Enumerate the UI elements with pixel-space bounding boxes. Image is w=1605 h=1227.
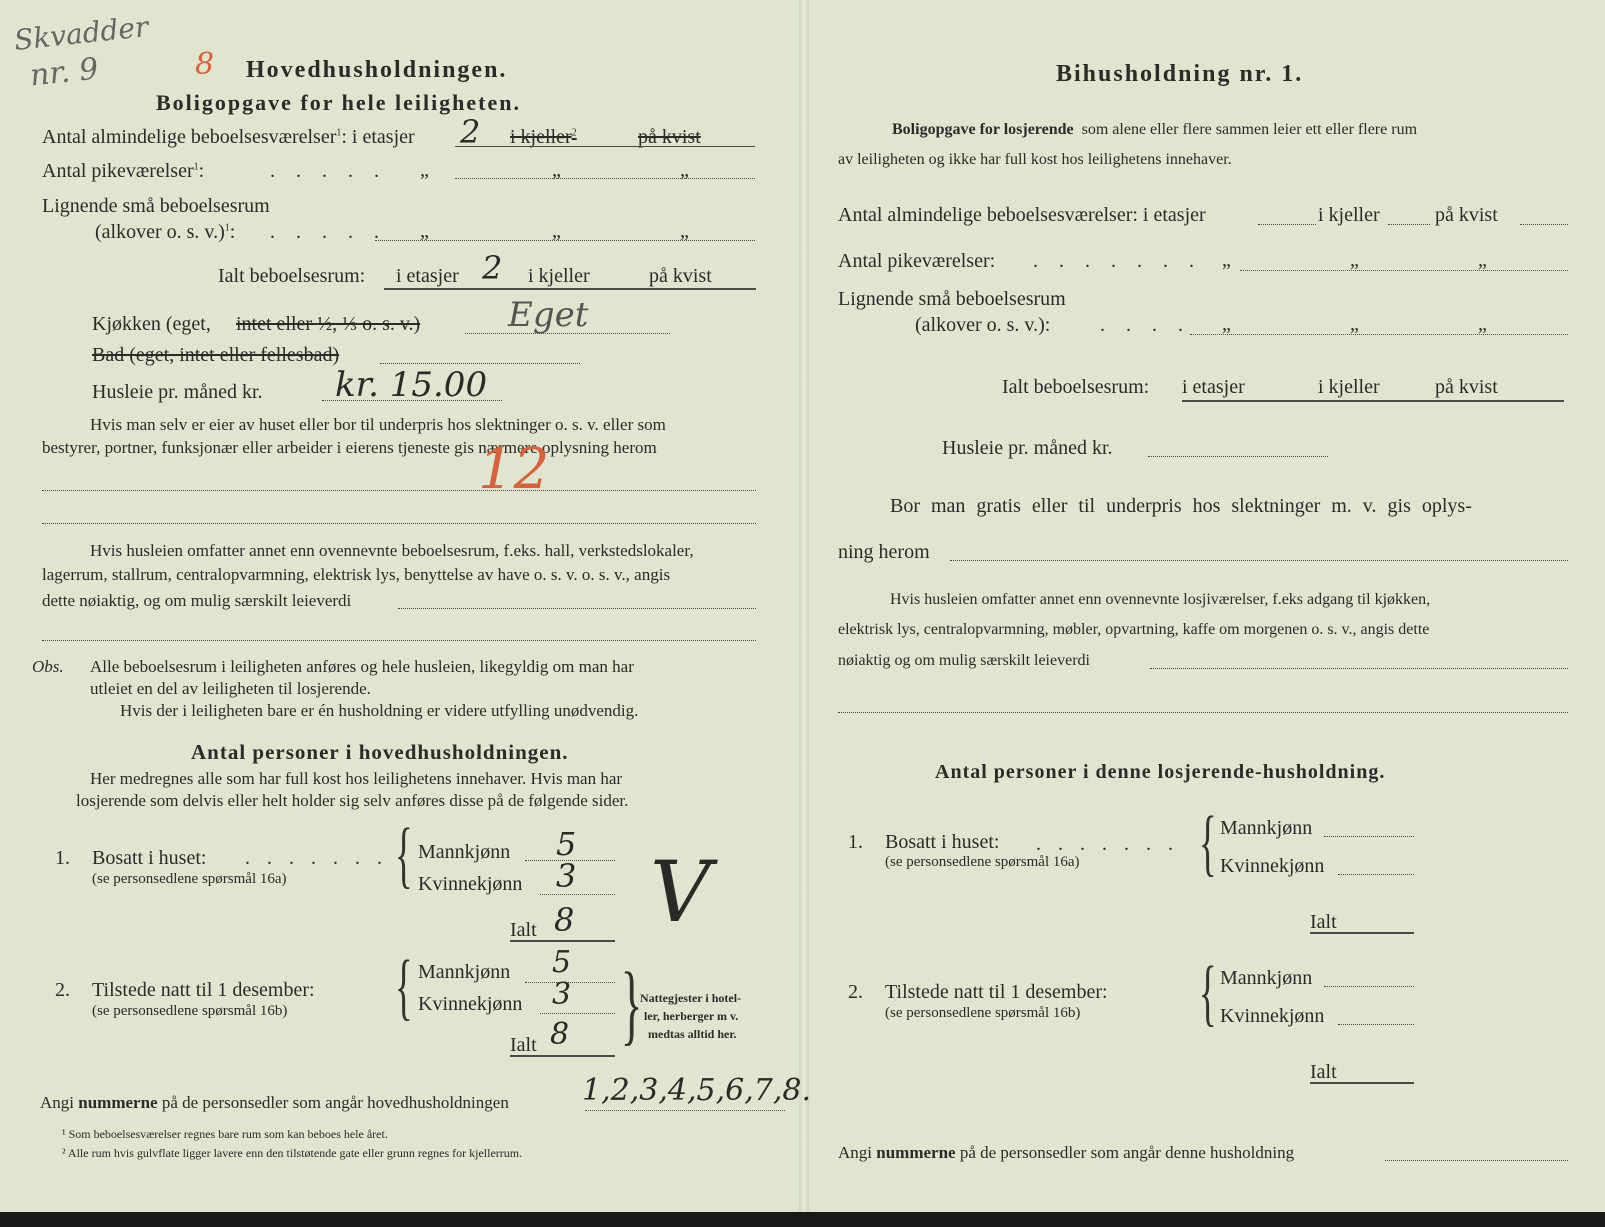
right-q1-kvinne-label: Kvinnekjønn [1220,855,1325,877]
left-q2-ialt-value: 8 [550,1017,570,1052]
left-ialt-etasjer-value: 2 [482,249,503,287]
right-q1-mann-label: Mannkjønn [1220,817,1313,839]
right-alkover-line [1190,334,1568,335]
right-q1-ialt-label: Ialt [1310,911,1337,933]
left-lignende-label: Lignende små beboelsesrum [42,195,270,217]
right-lignende-label: Lignende små beboelsesrum [838,288,1066,310]
left-ialt-kvist-label: på kvist [649,265,712,287]
left-q1-dots: . . . . . . . [245,847,388,869]
right-q2-ialt-line [1310,1082,1414,1084]
left-nattegjester-line3: medtas alltid her. [648,1027,737,1041]
left-antal-alm-line [455,146,755,147]
right-q2-mann-label: Mannkjønn [1220,967,1313,989]
right-q2-label: Tilstede natt til 1 desember: [885,981,1108,1003]
right-q2-mann-line [1324,986,1414,987]
left-pike-q2: „ [552,159,561,181]
left-personer-heading: Antal personer i hovedhusholdningen. [191,740,569,764]
right-q1-kvinne-line [1338,874,1414,875]
check-mark: V [650,843,711,941]
right-alkover-q1: „ [1222,313,1231,335]
right-q1-brace: { [1198,802,1217,884]
right-kjeller-line [1388,224,1430,225]
left-kjokken-label: Kjøkken (eget, [92,313,211,335]
right-q1-mann-line [1324,836,1414,837]
left-obs-line3: Hvis der i leiligheten bare er én husholdning er videre utfylling unødvendig. [120,701,639,720]
left-nattegjester-brace: } [620,955,643,1054]
right-gratis-line2: ning herom [838,541,930,563]
left-angi-value: 1,2,3,4,5,6,7,8. [582,1073,811,1108]
right-q2-brace: { [1198,952,1217,1034]
left-alkover-q2: „ [552,220,561,242]
page-fold [799,0,809,1212]
left-kjokken-line [465,333,670,334]
right-alkover-label: (alkover o. s. v.): [915,314,1051,336]
left-medregnes-line1: Her medregnes alle som har full kost hos leilighetens innehaver. Hvis man har [90,769,623,788]
margin-note-number: 8 [195,47,215,82]
left-omfatter-line [398,608,756,609]
left-pike-dots: . . . . . [270,160,387,182]
left-q1-kvinne-value: 3 [556,857,577,895]
left-bad-line [380,363,580,364]
left-q1-ialt-label: Ialt [510,919,537,941]
left-omfatter-line2: lagerrum, stallrum, centralopvarmning, elektrisk lys, benyttelse av have o. s. v. o. s. v., angis [42,565,671,584]
right-pike-line [1240,270,1568,271]
left-husleie-value: kr. 15.00 [335,365,488,405]
left-q1-ialt-line [510,940,615,942]
right-q2-kvinne-line [1338,1024,1414,1025]
left-q2-kvinne-value: 3 [552,977,572,1012]
left-pike-q3: „ [680,159,689,181]
left-kjokken-struck: intet eller ½, ⅓ o. s. v.) [236,313,421,335]
right-ialt-kjeller-label: i kjeller [1318,376,1380,398]
left-omfatter-blank-line [42,640,756,641]
right-q2-sub: (se personsedlene spørsmål 16b) [885,1005,1081,1021]
right-antal-pike-label: Antal pikeværelser: [838,250,996,272]
left-ialt-kjeller-label: i kjeller [528,265,590,287]
left-q2-mann-value: 5 [552,945,572,980]
left-antal-pike-label: Antal pikeværelser$^1$: [42,160,205,182]
left-ialt-line [384,288,756,290]
left-q2-brace: { [394,946,413,1028]
right-gratis-line [950,560,1568,561]
right-kjeller-label: i kjeller [1318,204,1380,226]
left-husleie-line [322,400,502,401]
left-husleie-label: Husleie pr. måned kr. [92,381,263,403]
left-q1-label: Bosatt i huset: [92,847,207,869]
left-footnote2: ² Alle rum hvis gulvflate ligger lavere enn den tilstøtende gate eller grunn regnes for kjellerrum. [62,1146,523,1160]
right-q2-kvinne-label: Kvinnekjønn [1220,1005,1325,1027]
left-title: Hovedhusholdningen. [246,57,508,83]
left-obs-label: Obs. [32,657,64,676]
left-antal-alm-label: Antal almindelige beboelsesværelser$^1$: i etasjer [42,126,415,148]
left-omfatter-line3: dette nøiaktig, og om mulig særskilt leieverdi [42,591,352,610]
left-eier-line2: bestyrer, portner, funksjonær eller arbeider i eierens tjeneste gis nærmere oplysning herom [42,438,657,457]
left-eier-blank-line1 [42,490,756,491]
left-angi-line: Angi nummerne på de personsedler som angår hovedhusholdningen [40,1093,509,1112]
right-personer-heading: Antal personer i denne losjerende-husholdning. [935,761,1386,783]
left-nattegjester-line2: ler, herberger m v. [644,1009,739,1023]
left-q1-mann-label: Mannkjønn [418,841,511,863]
left-q1-num: 1. [55,847,70,869]
right-kvist-label: på kvist [1435,204,1498,226]
left-q1-mann-value: 5 [556,825,577,863]
left-pike-q1: „ [420,159,429,181]
right-q1-ialt-line [1310,932,1414,934]
right-husleie-label: Husleie pr. måned kr. [942,437,1113,459]
left-q1-sub: (se personsedlene spørsmål 16a) [92,871,287,887]
right-omfatter-blank-line [838,712,1568,713]
right-pike-dots: . . . . . . . [1033,250,1202,272]
margin-note-line1: Skvadder [12,10,150,57]
right-alkover-q2: „ [1350,313,1359,335]
right-antal-alm-label: Antal almindelige beboelsesværelser: i etasjer [838,204,1206,226]
right-omfatter-line2: elektrisk lys, centralopvarmning, møbler, opvartning, kaffe om morgenen o. s. v., angis dette [838,621,1430,638]
left-q1-kvinne-label: Kvinnekjønn [418,873,523,895]
right-ialt-etasjer-label: i etasjer [1182,376,1245,398]
left-nattegjester-line1: Nattegjester i hotel- [640,991,742,1005]
left-alkover-dots: . . . . . [270,221,387,243]
right-ialt-label: Ialt beboelsesrum: [1002,376,1150,398]
right-ialt-line [1182,400,1564,402]
left-q2-sub: (se personsedlene spørsmål 16b) [92,1003,288,1019]
right-angi-dotline [1385,1160,1568,1161]
left-q1-ialt-value: 8 [554,901,575,939]
left-eier-blank-line2 [42,523,756,524]
right-etasjer-line [1258,224,1316,225]
left-kjeller-label: i kjeller$^2$ [510,126,577,148]
left-subtitle: Boligopgave for hele leiligheten. [156,90,522,115]
left-q2-label: Tilstede natt til 1 desember: [92,979,315,1001]
right-alkover-dots: . . . . [1100,314,1191,336]
left-q1-brace: { [394,814,413,896]
left-kvist-label: på kvist [638,126,701,148]
left-obs-line1: Alle beboelsesrum i leiligheten anføres og hele husleien, likegyldig om man har [90,657,634,676]
left-alkover-q1: „ [420,220,429,242]
left-q2-ialt-line [510,1055,615,1057]
right-alkover-q3: „ [1478,313,1487,335]
left-etasjer-value: 2 [460,113,481,151]
margin-note-line2: nr. 9 [28,51,101,94]
right-intro-line2: av leiligheten og ikke har full kost hos leilighetens innehaver. [838,151,1232,168]
left-medregnes-line2: losjerende som delvis eller helt holder sig selv anføres disse på de følgende sider. [76,791,629,810]
right-q1-num: 1. [848,831,863,853]
left-red-note: 12 [478,437,550,502]
right-gratis-line1: Bor man gratis eller til underpris hos slektninger m. v. gis oplys- [890,495,1472,517]
right-pike-q1: „ [1222,249,1231,271]
left-omfatter-line1: Hvis husleien omfatter annet enn ovennevnte beboelsesrum, f.eks. hall, verkstedslokaler, [90,541,694,560]
left-obs-line2: utleiet en del av leiligheten til losjerende. [90,679,371,698]
right-q2-num: 2. [848,981,863,1003]
left-pike-line [455,178,755,179]
left-bad-struck: Bad (eget, intet eller fellesbad) [92,344,340,366]
right-angi-line: Angi nummerne på de personsedler som angår denne husholdning [838,1143,1295,1162]
right-kvist-line [1520,224,1568,225]
right-q1-dots: . . . . . . . [1036,833,1179,855]
right-pike-q2: „ [1350,249,1359,271]
left-q2-kvinne-label: Kvinnekjønn [418,993,523,1015]
left-ialt-label: Ialt beboelsesrum: [218,265,366,287]
left-alkover-line [375,240,755,241]
left-alkover-label: (alkover o. s. v.)$^1$: [95,221,236,243]
right-ialt-kvist-label: på kvist [1435,376,1498,398]
left-q2-mann-label: Mannkjønn [418,961,511,983]
left-q2-kvinne-line [540,1013,615,1014]
right-title: Bihusholdning nr. 1. [1056,61,1304,87]
left-footnote1: ¹ Som beboelsesværelser regnes bare rum som kan beboes hele året. [62,1127,388,1141]
right-omfatter-line1: Hvis husleien omfatter annet enn ovennevnte losjiværelser, f.eks adgang til kjøkken, [890,591,1431,608]
left-angi-dotline [585,1110,785,1111]
left-ialt-etasjer-label: i etasjer [396,265,459,287]
right-q1-sub: (se personsedlene spørsmål 16a) [885,854,1080,870]
left-eier-line1: Hvis man selv er eier av huset eller bor til underpris hos slektninger o. s. v. eller som [90,415,666,434]
right-pike-q3: „ [1478,249,1487,271]
right-q2-ialt-label: Ialt [1310,1061,1337,1083]
right-intro-line1: Boligopgave for losjerende som alene eller flere sammen leier ett eller flere rum [892,121,1418,138]
right-omfatter-line3: nøiaktig og om mulig særskilt leieverdi [838,652,1090,669]
right-husleie-line [1148,456,1328,457]
right-omfatter-line [1150,668,1568,669]
left-q1-kvinne-line [540,894,615,895]
right-q1-label: Bosatt i huset: [885,831,1000,853]
left-kjokken-value: Eget [508,295,589,335]
left-q2-num: 2. [55,979,70,1001]
left-q2-ialt-label: Ialt [510,1034,537,1056]
left-alkover-q3: „ [680,220,689,242]
